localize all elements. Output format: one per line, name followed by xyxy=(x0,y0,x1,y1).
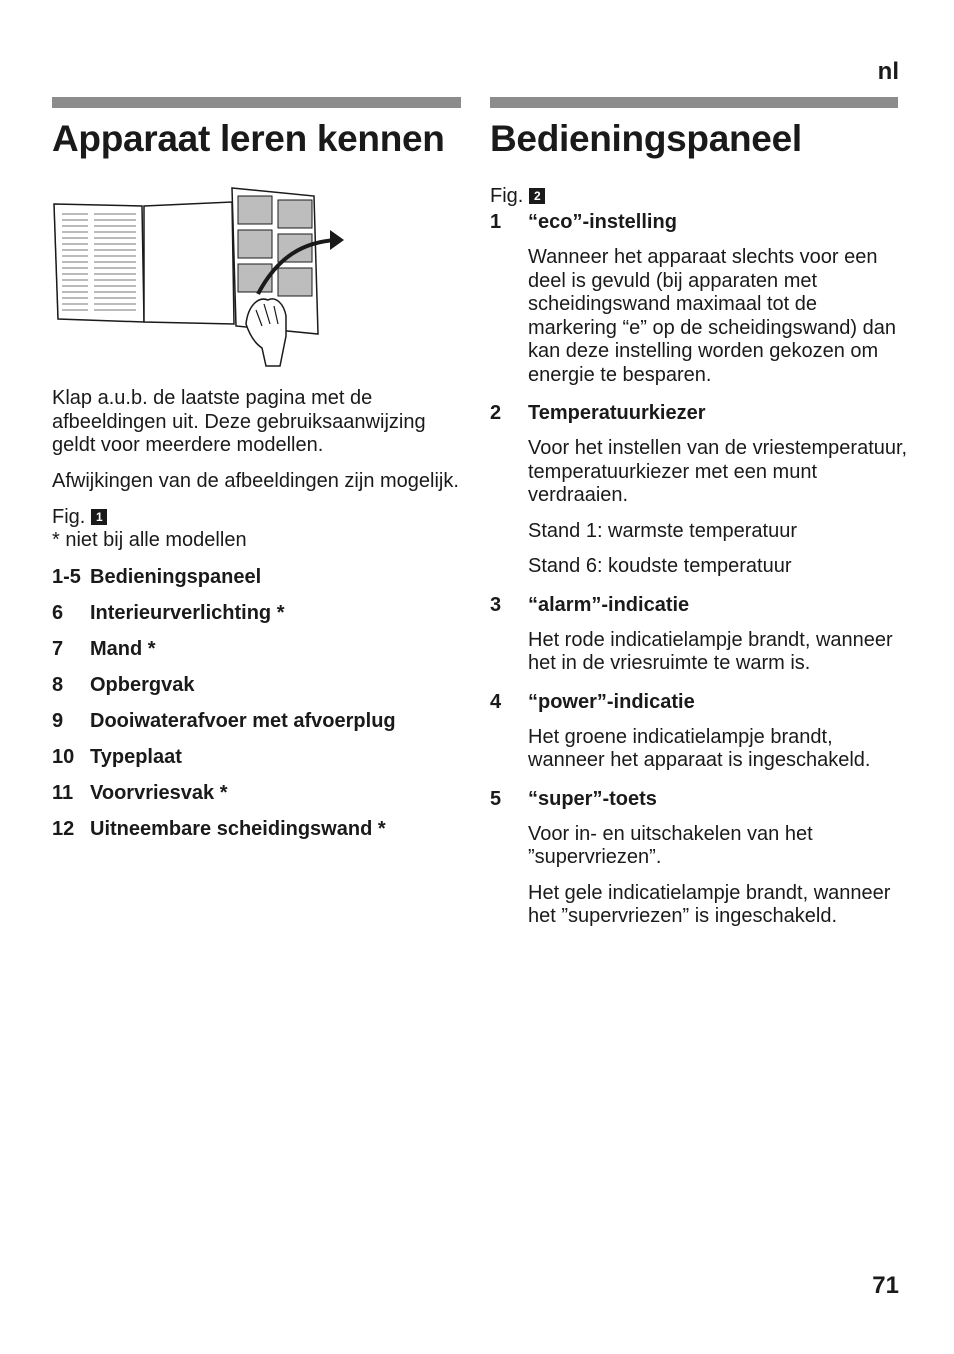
figure-reference-2 xyxy=(490,184,910,208)
section-text: Het gele indicatielampje brandt, wanneer het ”supervriezen” is ingeschakeld. xyxy=(528,881,891,927)
right-heading: Bedieningspaneel xyxy=(490,118,802,159)
left-header-rule xyxy=(52,97,461,108)
fig-label: Fig. xyxy=(490,185,524,207)
footnote-note: * niet bij alle modellen xyxy=(52,529,247,551)
left-column xyxy=(52,114,462,853)
section-text: Voor het instellen van de vriestemperatuur, temperatuurkiezer met een munt verdraaien. xyxy=(528,437,908,506)
section-text: Het rode indicatielampje brandt, wanneer het in de vriesruimte te warm is. xyxy=(528,628,893,674)
list-item: 9 Dooiwaterafvoer met afvoerplug xyxy=(52,709,396,732)
fig-number-badge: 2 xyxy=(529,188,545,204)
section-title: “super”-toets xyxy=(528,787,657,810)
section-super: 5 “super”-toets Voor in- en uitschakelen van het ”supervriezen”. Het gele indicatielampje brandt, wanneer het ”supervriezen” is ingeschakeld. xyxy=(490,787,910,929)
fold-out-page-illustration xyxy=(52,184,352,374)
list-item: 8 Opbergvak xyxy=(52,673,195,696)
page-number: 71 xyxy=(872,1272,899,1299)
section-text: Het groene indicatielampje brandt, wanneer het apparaat is ingeschakeld. xyxy=(528,725,871,771)
list-item: 12 Uitneembare scheidingswand * xyxy=(52,817,386,840)
section-title: “power”-indicatie xyxy=(528,690,695,713)
intro-paragraph-1: Klap a.u.b. de laatste pagina met de afbeeldingen uit. Deze gebruiksaanwijzing geldt voor meerdere modellen. xyxy=(52,387,426,456)
right-column xyxy=(490,114,910,929)
section-title: Temperatuurkiezer xyxy=(528,402,706,424)
list-item: 7 Mand * xyxy=(52,637,156,660)
section-text: Voor in- en uitschakelen van het ”supervriezen”. xyxy=(528,822,813,868)
section-text: Stand 1: warmste temperatuur xyxy=(528,519,798,542)
section-text: Stand 6: koudste temperatuur xyxy=(528,555,792,577)
left-heading: Apparaat leren kennen xyxy=(52,118,445,159)
right-header-rule xyxy=(490,97,898,108)
section-title: “alarm”-indicatie xyxy=(528,593,690,616)
figure-reference-1 xyxy=(52,505,462,529)
language-tag: nl xyxy=(877,58,899,85)
fig-number-badge: 1 xyxy=(91,509,107,525)
list-item: 6 Interieurverlichting * xyxy=(52,601,285,624)
section-eco: 1 “eco”-instelling Wanneer het apparaat slechts voor een deel is gevuld (bij apparaten met scheidingswand maximaal tot de markering “e” op de scheidingswand) dan kan deze instelling worden gekozen om energie te besparen. xyxy=(490,210,910,387)
list-item: 11 Voorvriesvak * xyxy=(52,781,228,804)
list-item: 10 Typeplaat xyxy=(52,745,182,768)
intro-paragraph-2: Afwijkingen van de afbeeldingen zijn mogelijk. xyxy=(52,469,459,492)
section-power: 4 “power”-indicatie Het groene indicatielampje brandt, wanneer het apparaat is ingeschakeld. xyxy=(490,690,910,773)
section-alarm: 3 “alarm”-indicatie Het rode indicatielampje brandt, wanneer het in de vriesruimte te warm is. xyxy=(490,593,910,676)
fig-label: Fig. xyxy=(52,506,86,528)
parts-list xyxy=(52,565,462,841)
section-temperature-selector: 2 Temperatuurkiezer Voor het instellen van de vriestemperatuur, temperatuurkiezer met een munt verdraaien. Stand 1: warmste temperatuur Stand 6: koudste temperatuur xyxy=(490,401,910,579)
section-text: Wanneer het apparaat slechts voor een deel is gevuld (bij apparaten met scheidingswand maximaal tot de markering “e” op de scheidingswand) dan kan deze instelling worden gekozen om energie te besparen. xyxy=(528,246,896,386)
section-title: “eco”-instelling xyxy=(528,211,677,233)
list-item: 1-5 Bedieningspaneel xyxy=(52,565,262,588)
